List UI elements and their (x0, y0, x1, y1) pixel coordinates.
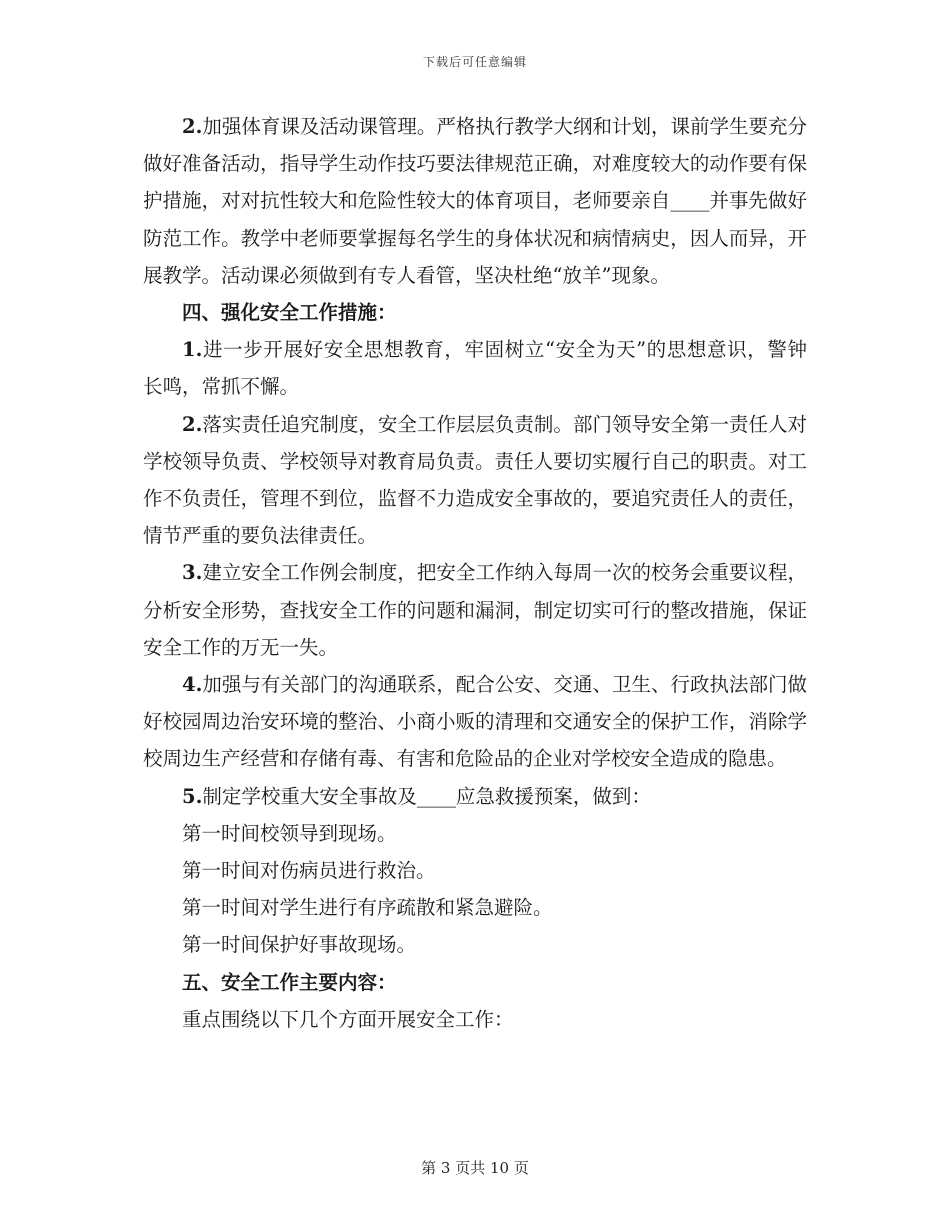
paragraph-intro: 重点围绕以下几个方面开展安全工作： (182, 1007, 514, 1031)
list-item: 第一时间校领导到现场。 (182, 821, 397, 845)
paragraph-text: 制定学校重大安全事故及____应急救援预案，做到： (202, 784, 651, 808)
paragraph-1-education (143, 331, 807, 405)
paragraph-text: 建立安全工作例会制度，把安全工作纳入每周一次的校务会重要议程，分析安全形势，查找安全工作的问题和漏洞，制定切实可行的整改措施，保证安全工作的万无一失。 (143, 561, 807, 659)
paragraph-2-responsibility (143, 406, 807, 555)
list-item: 第一时间保护好事故现场。 (182, 933, 417, 957)
paragraph-text: 加强与有关部门的沟通联系，配合公安、交通、卫生、行政执法部门做好校园周边治安环境的整治、小商小贩的清理和交通安全的保护工作，消除学校周边生产经营和存储有毒、有害和危险品的企业对学校安全造成的隐患。 (143, 673, 807, 771)
page-footer: 第 3 页共 10 页 (421, 1159, 529, 1177)
paragraph-text: 进一步开展好安全思想教育，牢固树立“安全为天”的思想意识，警钟长鸣，常抓不懈。 (143, 338, 807, 399)
list-item: 第一时间对学生进行有序疏散和紧急避险。 (182, 896, 553, 920)
paragraph-3-meetings (143, 554, 807, 666)
list-item: 第一时间对伤病员进行救治。 (182, 859, 436, 883)
document-body (143, 108, 807, 1038)
section-heading-5: 五、安全工作主要内容： (182, 970, 397, 994)
paragraph-text: 加强体育课及活动课管理。严格执行教学大纲和计划，课前学生要充分做好准备活动，指导学生动作技巧要法律规范正确，对难度较大的动作要有保护措施，对对抗性较大和危险性较大的体育项目，老师要亲自____并事先做好防范工作。教学中老师要掌握每名学生的身体状况和病情病史，因人而异，开展教学。活动课必须做到有专人看管，坚决杜绝“放羊”现象。 (143, 115, 807, 287)
item-number: 2. (182, 115, 203, 138)
item-number: 5. (182, 784, 203, 808)
paragraph-text: 落实责任追究制度，安全工作层层负责制。部门领导安全第一责任人对学校领导负责、学校领导对教育局负责。责任人要切实履行自己的职责。对工作不负责任，管理不到位，监督不力造成安全事故的，要追究责任人的责任，情节严重的要负法律责任。 (143, 412, 807, 548)
paragraph-2-pe-management (143, 108, 807, 294)
paragraph-4-cooperation (143, 666, 807, 778)
item-number: 1. (182, 338, 203, 362)
paragraph-5-emergency-plan (143, 778, 807, 815)
item-number: 2. (182, 412, 203, 436)
item-number: 4. (182, 673, 203, 697)
item-number: 3. (182, 561, 203, 585)
section-heading-4: 四、强化安全工作措施： (182, 301, 397, 325)
page-header: 下载后可任意编辑 (422, 55, 527, 69)
